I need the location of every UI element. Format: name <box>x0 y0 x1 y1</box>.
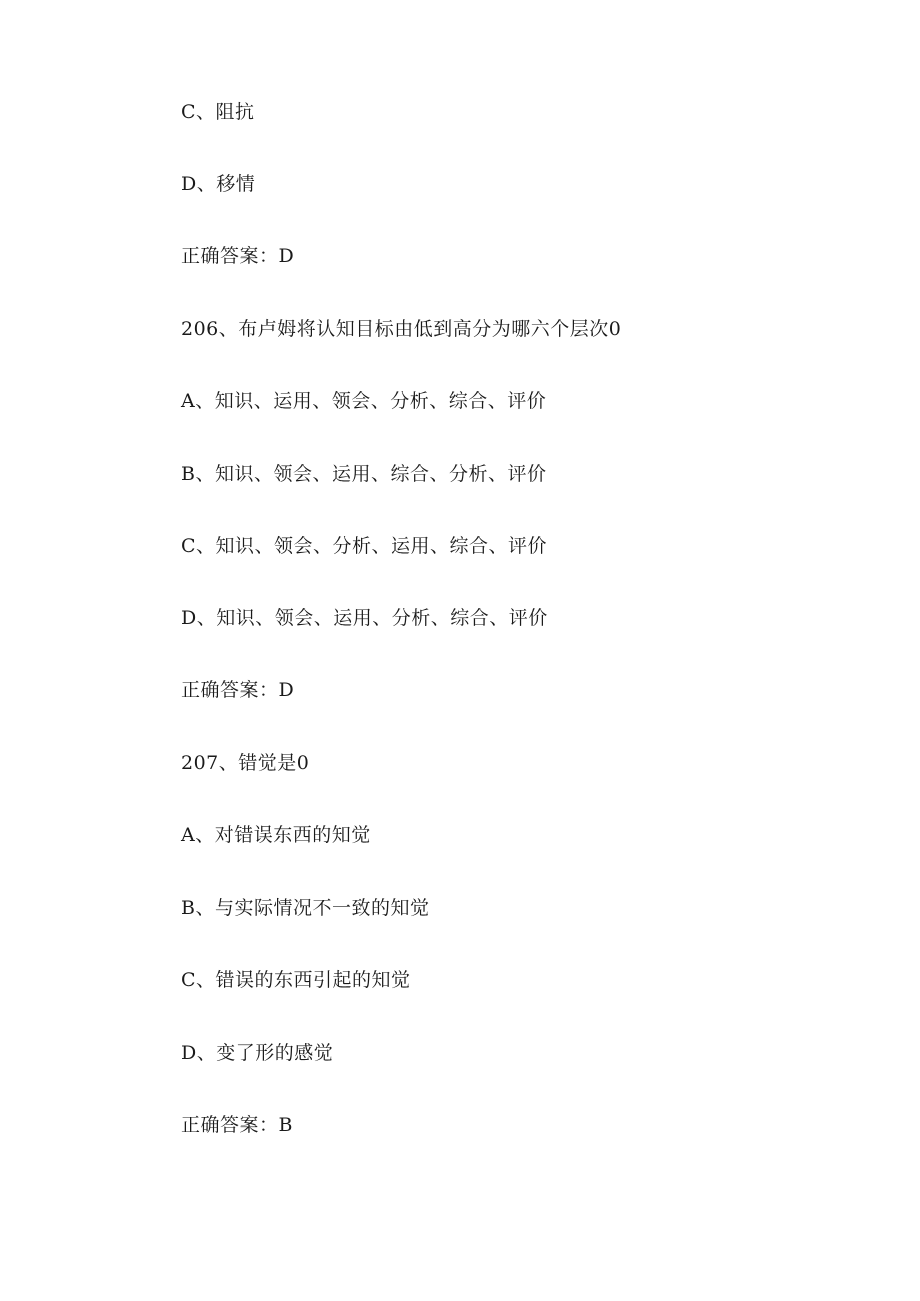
q206-option-c: C、知识、领会、分析、运用、综合、评价 <box>181 535 548 557</box>
q207-option-a: A、对错误东西的知觉 <box>181 824 371 846</box>
q206-option-d: D、知识、领会、运用、分析、综合、评价 <box>181 607 548 629</box>
q206-answer: 正确答案：D <box>181 679 295 701</box>
q207-option-b: B、与实际情况不一致的知觉 <box>181 897 430 919</box>
q205-answer: 正确答案：D <box>181 245 295 267</box>
q205-option-c: C、阻抗 <box>181 101 255 123</box>
q207-question: 207、错觉是0 <box>181 752 310 774</box>
q207-answer: 正确答案：B <box>181 1114 293 1136</box>
q206-question: 206、布卢姆将认知目标由低到高分为哪六个层次0 <box>181 318 622 340</box>
q207-option-c: C、错误的东西引起的知觉 <box>181 969 411 991</box>
q206-option-a: A、知识、运用、领会、分析、综合、评价 <box>181 390 547 412</box>
q206-option-b: B、知识、领会、运用、综合、分析、评价 <box>181 463 547 485</box>
q207-option-d: D、变了形的感觉 <box>181 1042 334 1064</box>
q205-option-d: D、移情 <box>181 173 256 195</box>
